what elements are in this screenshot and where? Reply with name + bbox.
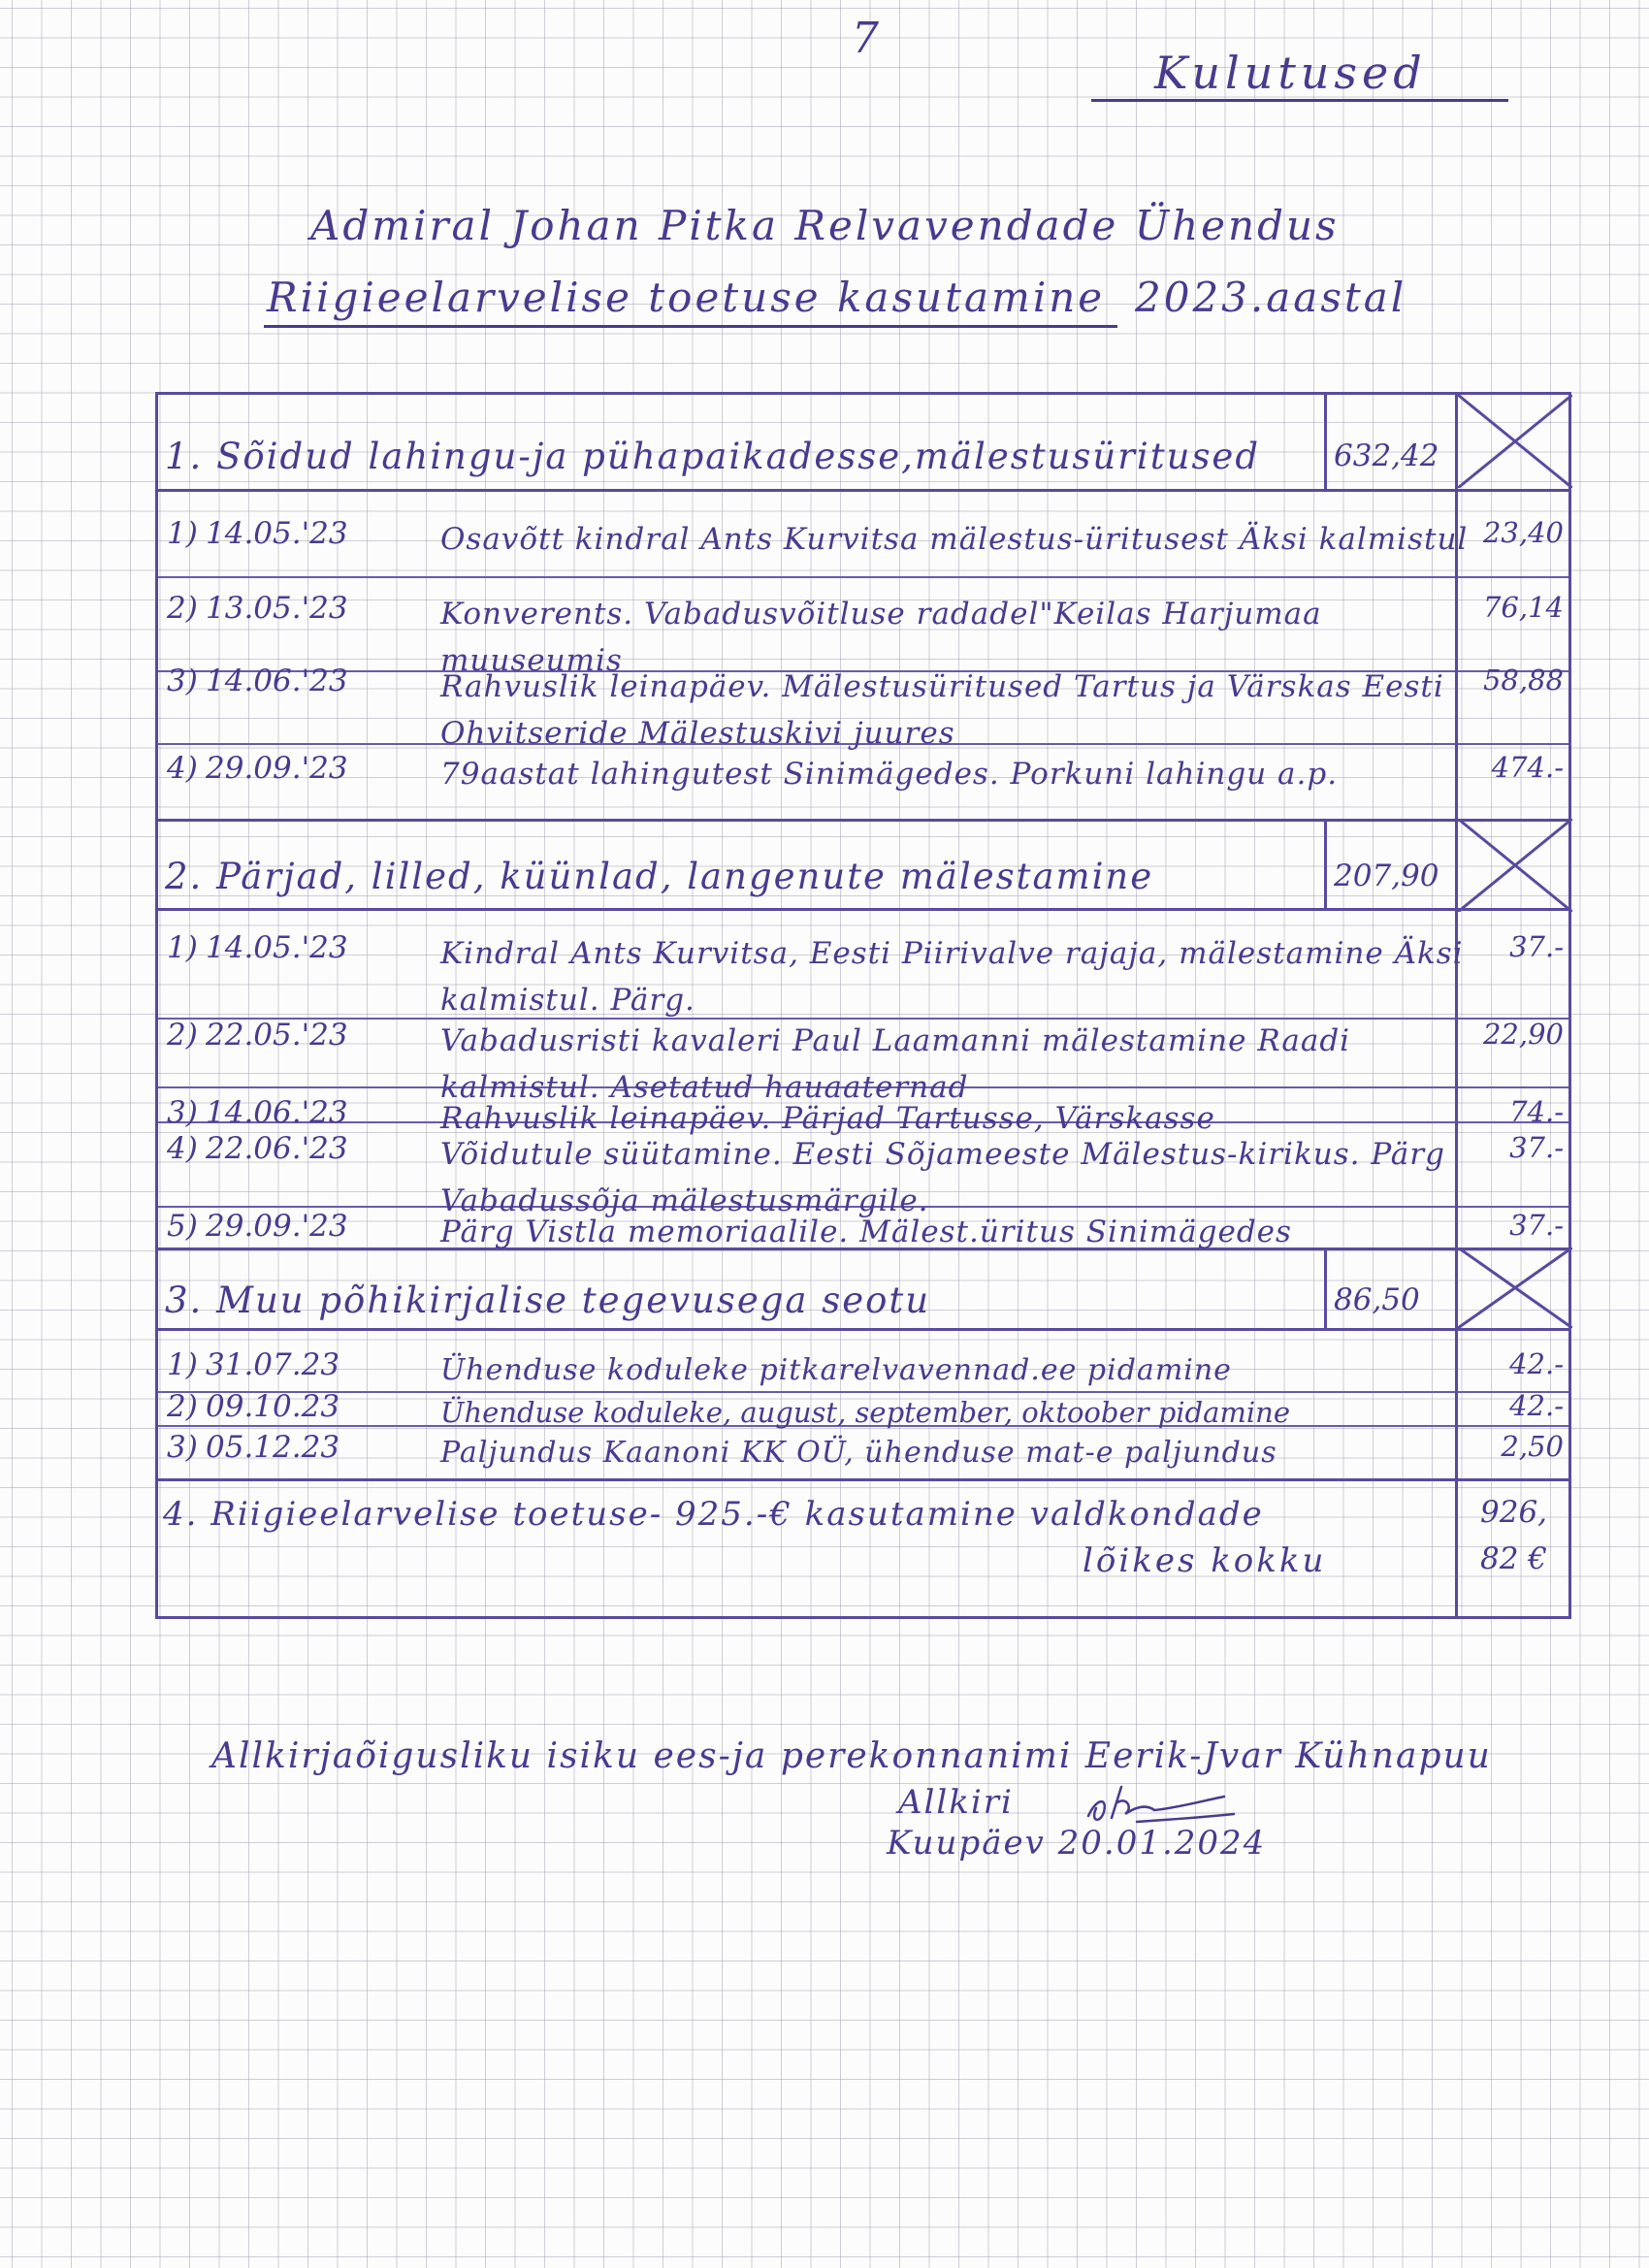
row-amount: 37.- bbox=[1509, 930, 1564, 963]
row-date: 14.05.'23 bbox=[206, 930, 348, 965]
row-description: Konverents. Vabadusvõitluse radadel"Keilas Harjumaa muuseumis bbox=[440, 597, 1322, 678]
row-number: 2) bbox=[167, 591, 198, 626]
row-description: Ühenduse koduleke, august, september, oktoober pidamine bbox=[440, 1396, 1291, 1429]
row-date: 22.05.'23 bbox=[206, 1018, 348, 1053]
total-label: 4. Riigieelarvelise toetuse- 925.-€ kasutamine valdkondade bbox=[163, 1495, 1264, 1534]
signatory-name: Allkirjaõigusliku isiku ees-ja perekonnanimi Eerik-Jvar Kühnapuu bbox=[211, 1736, 1492, 1776]
row-date: 05.12.23 bbox=[206, 1430, 340, 1465]
row-number: 1) bbox=[167, 1347, 198, 1382]
row-amount: 474.- bbox=[1491, 751, 1564, 784]
row-description: Vabadusristi kavaleri Paul Laamanni mälestamine Raadi kalmistul. Asetatud hauaaternad bbox=[440, 1023, 1351, 1105]
row-date: 13.05.'23 bbox=[206, 591, 348, 626]
signature-label: Allkiri bbox=[898, 1783, 1014, 1822]
row-number: 1) bbox=[167, 516, 198, 551]
table-line bbox=[155, 1328, 1571, 1331]
total-label: lõikes kokku bbox=[1083, 1541, 1327, 1580]
row-date: 09.10.23 bbox=[206, 1389, 340, 1424]
cross-mark bbox=[1458, 395, 1572, 488]
cross-mark bbox=[1458, 819, 1572, 912]
row-date: 14.05.'23 bbox=[206, 516, 348, 551]
row-amount: 42.- bbox=[1509, 1347, 1564, 1380]
section-total: 632,42 bbox=[1334, 438, 1439, 473]
row-amount: 37.- bbox=[1509, 1209, 1564, 1242]
document-title-underline bbox=[264, 325, 1117, 328]
row-description: Ühenduse koduleke pitkarelvavennad.ee pidamine bbox=[440, 1353, 1232, 1387]
document-title: Riigieelarvelise toetuse kasutamine bbox=[267, 274, 1106, 321]
table-line bbox=[155, 576, 1571, 578]
row-number: 2) bbox=[167, 1018, 198, 1053]
table-line bbox=[155, 392, 158, 1616]
document-label: Kulutused bbox=[1154, 47, 1427, 99]
row-amount: 37.- bbox=[1509, 1131, 1564, 1164]
row-number: 5) bbox=[167, 1209, 198, 1244]
date-label: Kuupäev 20.01.2024 bbox=[887, 1824, 1267, 1863]
section-title: 1. Sõidud lahingu-ja pühapaikadesse,mälestusüritused bbox=[165, 436, 1261, 477]
total-value: 926, bbox=[1480, 1495, 1548, 1530]
table-line bbox=[1324, 392, 1327, 489]
row-description: 79aastat lahingutest Sinimägedes. Porkuni lahingu a.p. bbox=[440, 757, 1339, 792]
row-date: 22.06.'23 bbox=[206, 1131, 348, 1166]
document-title-year: 2023.aastal bbox=[1135, 274, 1407, 321]
row-description: Osavõtt kindral Ants Kurvitsa mälestus-üritusest Äksi kalmistul bbox=[440, 522, 1469, 557]
row-number: 4) bbox=[167, 751, 198, 786]
row-amount: 42.- bbox=[1509, 1389, 1564, 1422]
row-number: 4) bbox=[167, 1131, 198, 1166]
section-title: 2. Pärjad, lilled, küünlad, langenute mälestamine bbox=[165, 856, 1154, 897]
row-description: Rahvuslik leinapäev. Pärjad Tartusse, Värskasse bbox=[440, 1101, 1215, 1136]
row-amount: 2,50 bbox=[1501, 1430, 1564, 1463]
page-number: 7 bbox=[852, 14, 879, 63]
row-amount: 76,14 bbox=[1482, 591, 1564, 624]
table-line bbox=[155, 392, 1571, 395]
table-line bbox=[1568, 392, 1571, 1616]
section-total: 207,90 bbox=[1334, 859, 1439, 893]
row-date: 14.06.'23 bbox=[206, 664, 348, 698]
row-description: Pärg Vistla memoriaalile. Mälest.üritus Sinimägedes bbox=[440, 1215, 1292, 1249]
section-title: 3. Muu põhikirjalise tegevusega seotu bbox=[165, 1280, 931, 1321]
table-line bbox=[1324, 1247, 1327, 1328]
row-description: Kindral Ants Kurvitsa, Eesti Piirivalve rajaja, mälestamine Äksi kalmistul. Pärg. bbox=[440, 936, 1464, 1018]
row-date: 29.09.'23 bbox=[206, 1209, 348, 1244]
row-date: 14.06.'23 bbox=[206, 1095, 348, 1130]
table-line bbox=[1324, 819, 1327, 908]
row-description: Paljundus Kaanoni KK OÜ, ühenduse mat-e paljundus bbox=[440, 1436, 1277, 1470]
cross-mark bbox=[1458, 1247, 1572, 1328]
row-date: 29.09.'23 bbox=[206, 751, 348, 786]
section-total: 86,50 bbox=[1334, 1282, 1420, 1317]
row-description: Rahvuslik leinapäev. Mälestusüritused Tartus ja Värskas Eesti Ohvitseride Mälestuskivi juures bbox=[440, 669, 1444, 751]
row-date: 31.07.23 bbox=[206, 1347, 340, 1382]
row-number: 1) bbox=[167, 930, 198, 965]
organization-name: Admiral Johan Pitka Relvavendade Ühendus bbox=[310, 202, 1340, 249]
document-label-underline bbox=[1091, 99, 1508, 102]
row-number: 2) bbox=[167, 1389, 198, 1424]
table-line bbox=[155, 1616, 1571, 1619]
row-number: 3) bbox=[167, 664, 198, 698]
row-description: Võidutule süütamine. Eesti Sõjameeste Mälestus-kirikus. Pärg Vabadussõja mälestusmärgile. bbox=[440, 1137, 1445, 1218]
row-amount: 23,40 bbox=[1482, 516, 1564, 549]
table-line bbox=[155, 1478, 1571, 1481]
row-number: 3) bbox=[167, 1430, 198, 1465]
row-amount: 74.- bbox=[1509, 1095, 1564, 1128]
row-amount: 58,88 bbox=[1482, 664, 1564, 697]
table-line bbox=[155, 908, 1571, 911]
table-line bbox=[155, 819, 1571, 822]
row-amount: 22,90 bbox=[1482, 1018, 1564, 1051]
total-value: 82 € bbox=[1480, 1541, 1548, 1576]
row-number: 3) bbox=[167, 1095, 198, 1130]
expense-table bbox=[155, 392, 1571, 1616]
table-line bbox=[155, 489, 1571, 492]
